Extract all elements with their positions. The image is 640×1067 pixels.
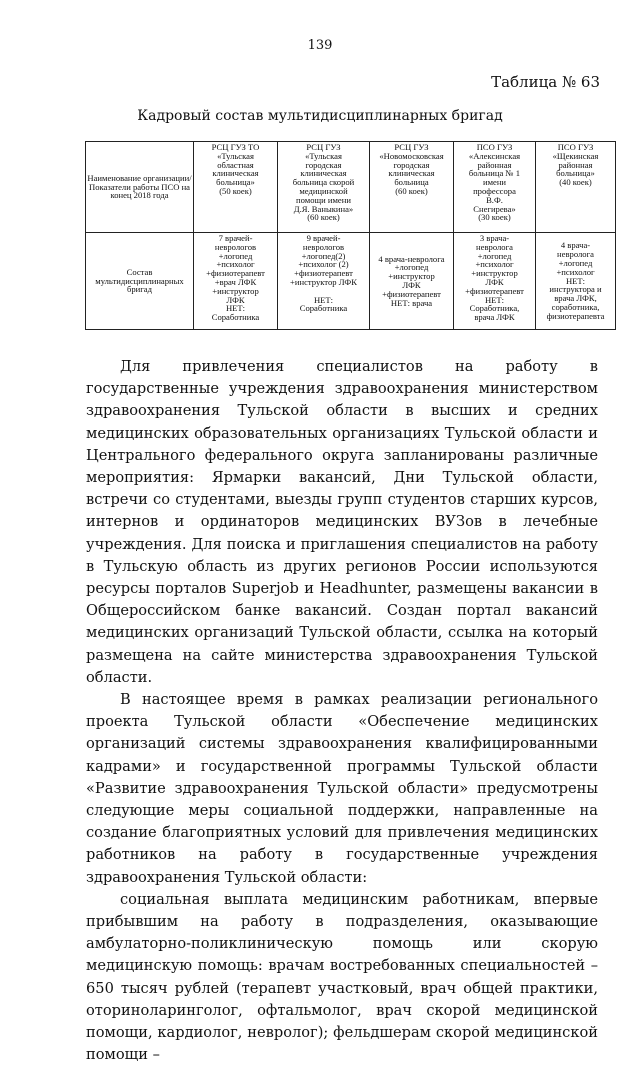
table-row-header-label: Наименование организации/Показатели работы ПСО на конец 2018 года [86,142,194,233]
table-column-header: ПСО ГУЗ «Алексинская районная больница № 1 имени профессора В.Ф. Снегирева» (30 коек) [454,142,536,233]
table-label: Таблица № 63 [491,73,600,91]
page-number: 139 [307,38,333,53]
body-text [86,356,598,1067]
paragraph: социальная выплата медицинским работникам, впервые прибывшим на работу в подразделения, оказывающие амбулаторно-поликлиническую помощь или скорую медицинскую помощь: врачам востребованных специальностей – 650 тысяч рублей (терапевт участковый, врач общей практики, оториноларинголог, офтальмолог, врач скорой медицинской помощи, кардиолог, невролог); фельдшерам скорой медицинской помощи – [86,890,598,1064]
table-cell: 4 врача- невролога +логопед +психолог НЕТ: инструктора и врача ЛФК, соработника, физиотерапевта [536,233,616,330]
table-row [86,233,616,330]
table-column-header: РСЦ ГУЗ ТО «Тульская областная клиническая больница» (50 коек) [194,142,278,233]
staff-table [85,141,616,330]
paragraph: В настоящее время в рамках реализации регионального проекта Тульской области «Обеспечение медицинских организаций системы здравоохранения квалифицированными кадрами» и государственной программы Тульской области «Развитие здравоохранения Тульской области» предусмотрены следующие меры социальной поддержки, направленные на создание благоприятных условий для привлечения медицинских работников на работу в государственные учреждения здравоохранения Тульской области: [86,691,598,886]
paragraph: Для привлечения специалистов на работу в государственные учреждения здравоохранения министерством здравоохранения Тульской области в высших и средних медицинских образовательных организациях Тульской области и Центрального федерального округа запланированы различные мероприятия: Ярмарки вакансий, Дни Тульской области, встречи со студентами, выезды групп студентов старших курсов, интернов и ординаторов медицинских ВУЗов в лечебные учреждения. Для поиска и приглашения специалистов на работу в Тульскую область из других регионов России используются ресурсы порталов Superjob и Headhunter, размещены вакансии в Общероссийском банке вакансий. Создан портал вакансий медицинских организаций Тульской области, ссылка на который размещена на сайте министерства здравоохранения Тульской области. [86,358,598,686]
table-cell: 4 врача-невролога +логопед +инструктор ЛФК +физиотерапевт НЕТ: врача [370,233,454,330]
table-cell: 7 врачей- неврологов +логопед +психолог +физиотерапевт +врач ЛФК +инструктор ЛФК НЕТ: Соработника [194,233,278,330]
table-row-label: Состав мультидисциплинарных бригад [86,233,194,330]
table-column-header: ПСО ГУЗ «Щекинская районная больница» (40 коек) [536,142,616,233]
table-column-header: РСЦ ГУЗ «Тульская городская клиническая больница скорой медицинской помощи имени Д.Я. Ваныкина» (60 коек) [278,142,370,233]
table-header-row [86,142,616,233]
table-title: Кадровый состав мультидисциплинарных бригад [137,108,503,124]
table-cell: 3 врача- невролога +логопед +психолог +инструктор ЛФК +физиотерапевт НЕТ: Соработника, врача ЛФК [454,233,536,330]
table-cell: 9 врачей- неврологов +логопед(2) +психолог (2) +физиотерапевт +инструктор ЛФК НЕТ: Соработника [278,233,370,330]
table-column-header: РСЦ ГУЗ «Новомосковская городская клиническая больница (60 коек) [370,142,454,233]
